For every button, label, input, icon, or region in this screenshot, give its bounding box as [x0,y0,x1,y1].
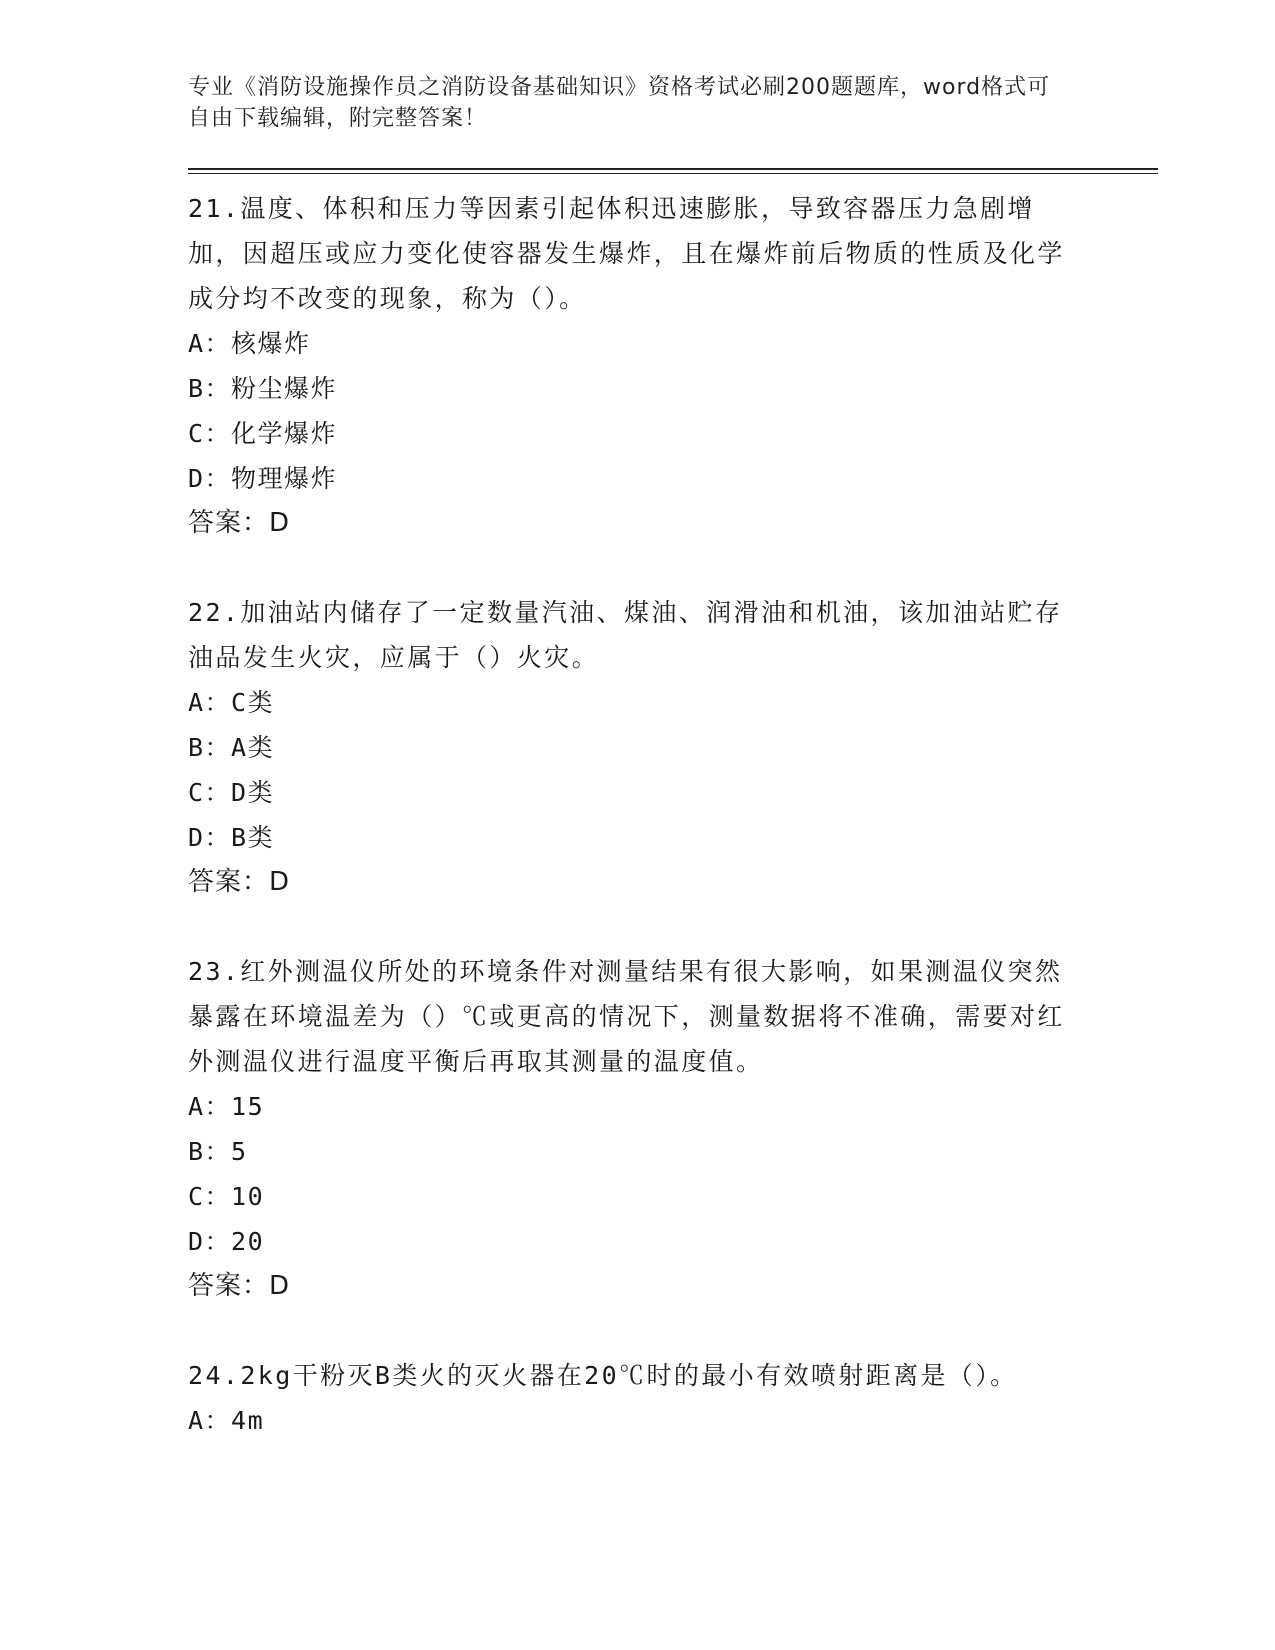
question-24 [188,1353,1158,1443]
question-stem: 21.温度、体积和压力等因素引起体积迅速膨胀，导致容器压力急剧增加，因超压或应力变化使容器发生爆炸，且在爆炸前后物质的性质及化学成分均不改变的现象，称为（）。 [188,194,1065,313]
option-d: D：物理爆炸 [188,464,338,493]
option-b: B：5 [188,1137,248,1166]
question-stem: 24.2kg干粉灭B类火的灭火器在20℃时的最小有效喷射距离是（）。 [188,1361,1018,1390]
option-a: A：15 [188,1092,265,1121]
question-21 [188,186,1158,546]
answer-line: 答案：D [188,508,291,538]
option-b: B：A类 [188,733,275,762]
question-22 [188,590,1158,905]
answer-line: 答案：D [188,1271,291,1301]
option-b: B：粉尘爆炸 [188,374,338,403]
option-d: D：20 [188,1227,265,1256]
option-a: A：4m [188,1406,265,1435]
option-c: C：D类 [188,778,275,807]
question-23 [188,949,1158,1309]
document-page [188,72,1158,1443]
option-a: A：C类 [188,688,275,717]
question-stem: 23.红外测温仪所处的环境条件对测量结果有很大影响，如果测温仪突然暴露在环境温差为（）℃或更高的情况下，测量数据将不准确，需要对红外测温仪进行温度平衡后再取其测量的温度值。 [188,957,1065,1076]
question-stem: 22.加油站内储存了一定数量汽油、煤油、润滑油和机油，该加油站贮存油品发生火灾，应属于（）火灾。 [188,598,1063,672]
option-c: C：10 [188,1182,265,1211]
answer-line: 答案：D [188,867,291,897]
option-d: D：B类 [188,823,275,852]
header-double-rule [188,168,1158,174]
option-c: C：化学爆炸 [188,419,338,448]
document-header-title: 专业《消防设施操作员之消防设备基础知识》资格考试必刷200题题库，word格式可自由下载编辑，附完整答案！ [188,75,1051,131]
option-a: A：核爆炸 [188,329,311,358]
